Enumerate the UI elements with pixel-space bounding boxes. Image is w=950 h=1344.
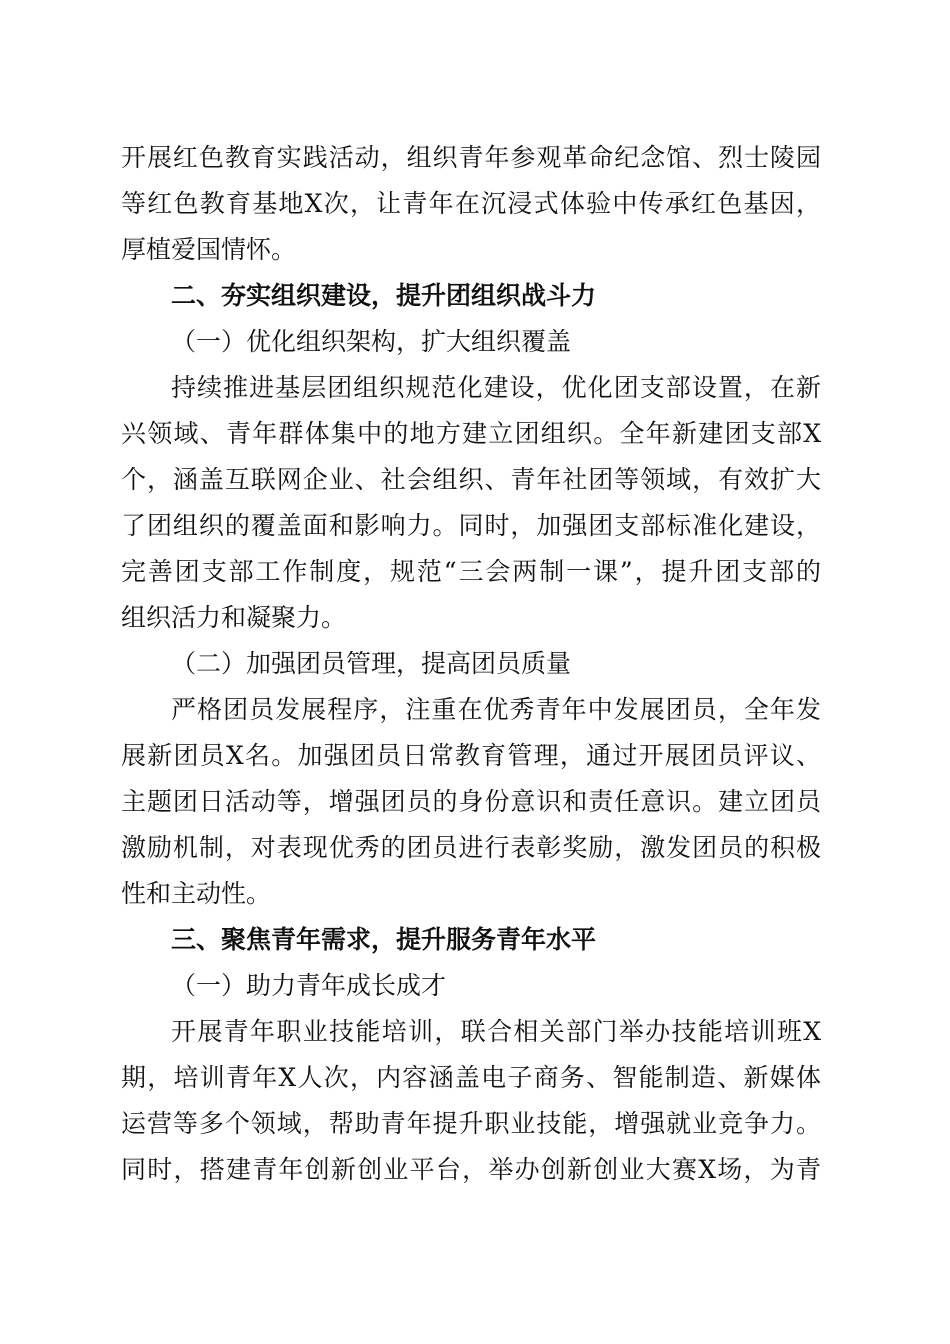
body-text-line: 主题团日活动等，增强团员的身份意识和责任意识。建立团员	[121, 787, 821, 816]
body-text-line: 开展青年职业技能培训，联合相关部门举办技能培训班X	[171, 1017, 821, 1046]
body-text-line: 了团组织的覆盖面和影响力。同时，加强团支部标准化建设，	[121, 511, 821, 540]
body-text-line: 持续推进基层团组织规范化建设，优化团支部设置，在新	[171, 373, 821, 402]
body-text-line: 个，涵盖互联网企业、社会组织、青年社团等领域，有效扩大	[121, 465, 821, 494]
body-text-line: 兴领域、青年群体集中的地方建立团组织。全年新建团支部X	[121, 419, 821, 448]
body-text-line: 期，培训青年X人次，内容涵盖电子商务、智能制造、新媒体	[121, 1063, 821, 1092]
subsection-heading: （一）助力青年成长成才	[171, 971, 447, 1000]
body-text-line: 性和主动性。	[121, 879, 272, 908]
body-text-line: 完善团支部工作制度，规范“三会两制一课”，提升团支部的	[121, 557, 821, 586]
body-text-line: 等红色教育基地X次，让青年在沉浸式体验中传承红色基因，	[121, 189, 821, 218]
body-text-line: 厚植爱国情怀。	[121, 235, 297, 264]
subsection-heading: （二）加强团员管理，提高团员质量	[171, 649, 572, 678]
body-text-line: 严格团员发展程序，注重在优秀青年中发展团员，全年发	[171, 695, 821, 724]
body-text-line: 激励机制，对表现优秀的团员进行表彰奖励，激发团员的积极	[121, 833, 821, 862]
body-text-line: 运营等多个领域，帮助青年提升职业技能，增强就业竞争力。	[121, 1109, 821, 1138]
body-text-line: 组织活力和凝聚力。	[121, 603, 347, 632]
body-text-line: 展新团员X名。加强团员日常教育管理，通过开展团员评议、	[121, 741, 821, 770]
subsection-heading: （一）优化组织架构，扩大组织覆盖	[171, 327, 572, 356]
section-heading: 三、聚焦青年需求，提升服务青年水平	[171, 925, 597, 954]
section-heading: 二、夯实组织建设，提升团组织战斗力	[171, 281, 597, 310]
body-text-line: 同时，搭建青年创新创业平台，举办创新创业大赛X场，为青	[121, 1155, 821, 1184]
body-text-line: 开展红色教育实践活动，组织青年参观革命纪念馆、烈士陵园	[121, 143, 821, 172]
